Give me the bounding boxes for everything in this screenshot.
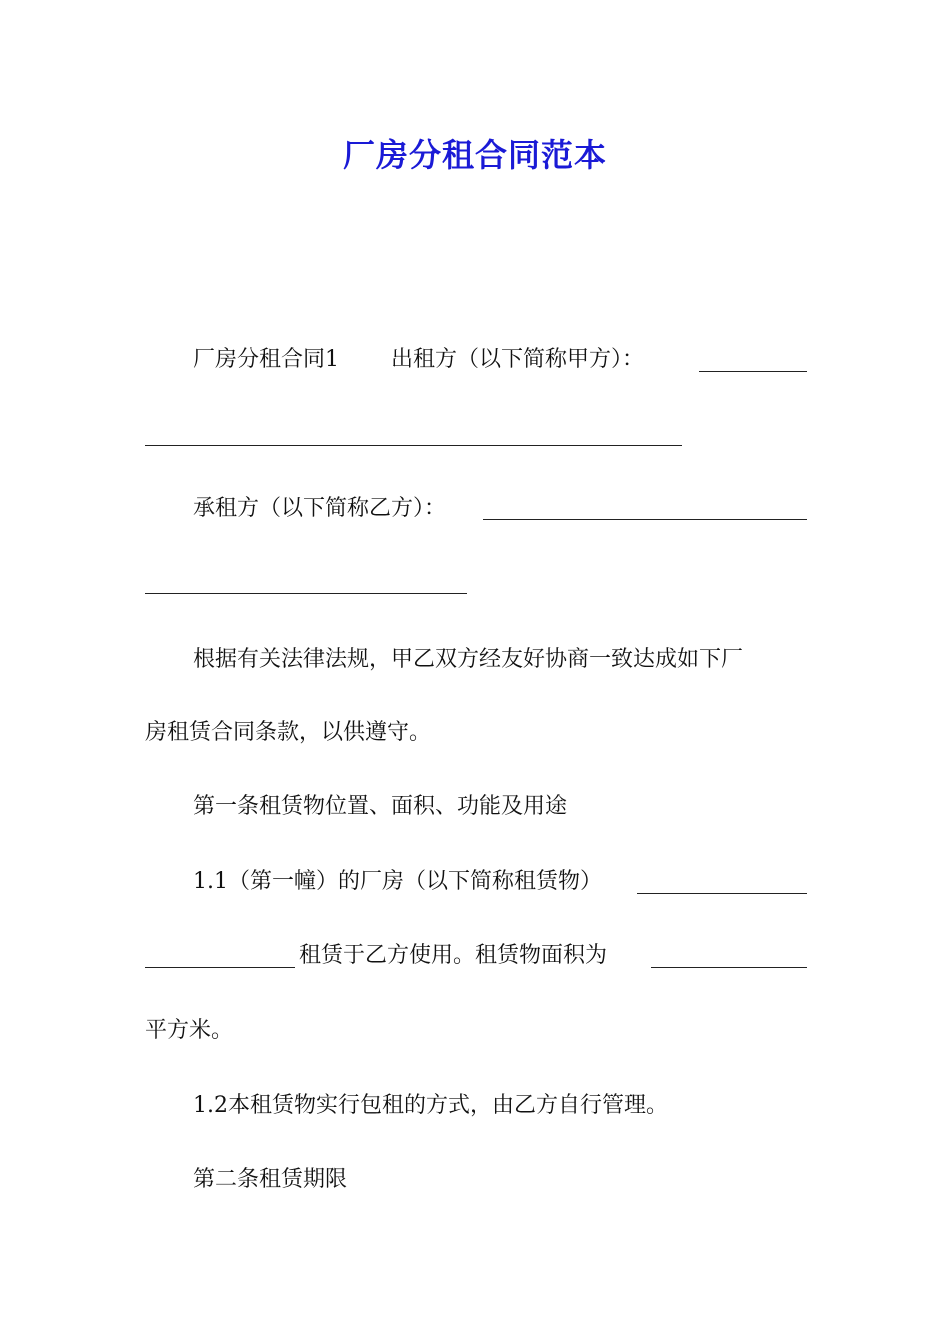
location-blank-line-2[interactable] [145,967,295,968]
lessor-label: 出租方（以下简称甲方）： [391,347,645,372]
location-blank-line[interactable] [637,893,807,894]
contract-label: 厂房分租合同1 [193,347,339,372]
lessee-blank-line[interactable] [483,519,807,520]
lessor-blank-line-2[interactable] [145,445,682,446]
document-title: 厂房分租合同范本 [342,136,607,174]
lessee-blank-line-2[interactable] [145,593,467,594]
clause-1-1-line-1: 1.1（第一幢）的厂房（以下简称租赁物） [193,869,602,894]
clause-1-1-line-3: 平方米。 [145,1018,234,1043]
intro-line-1: 根据有关法律法规，甲乙双方经友好协商一致达成如下厂 [193,647,744,672]
lessee-label: 承租方（以下简称乙方）： [193,496,447,521]
intro-line-2: 房租赁合同条款，以供遵守。 [145,720,432,745]
article-2-heading: 第二条租赁期限 [193,1167,348,1192]
clause-1-2: 1.2本租赁物实行包租的方式，由乙方自行管理。 [193,1093,668,1118]
article-1-heading: 第一条租赁物位置、面积、功能及用途 [193,794,568,819]
clause-1-1-line-2: 租赁于乙方使用。租赁物面积为 [299,943,608,968]
area-blank-line[interactable] [651,967,807,968]
lessor-blank-line[interactable] [699,371,807,372]
